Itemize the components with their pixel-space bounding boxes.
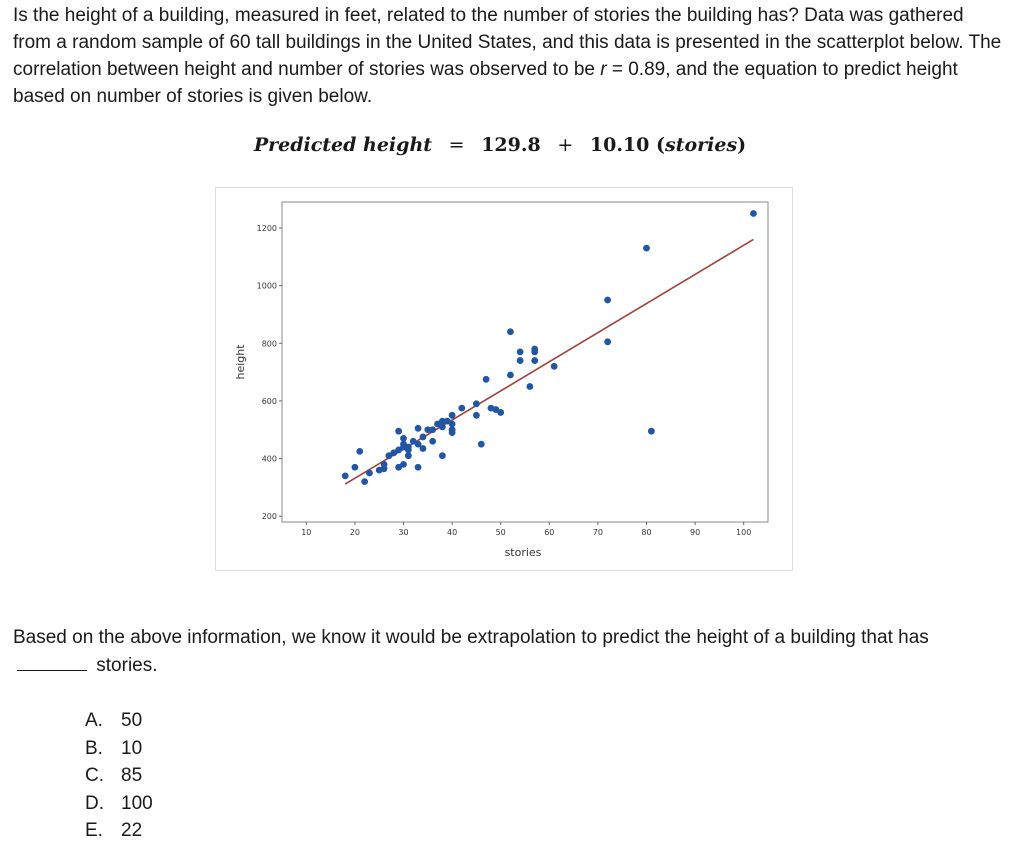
scatterplot-frame — [215, 187, 793, 571]
data-point — [648, 428, 655, 435]
data-point — [507, 328, 514, 335]
answer-options — [85, 707, 153, 845]
data-point — [507, 372, 514, 379]
data-point — [429, 426, 436, 433]
data-point — [531, 357, 538, 364]
x-tick-label: 40 — [447, 528, 458, 537]
data-point — [415, 464, 422, 471]
question-text — [13, 624, 1003, 680]
option-a[interactable] — [85, 707, 153, 735]
y-tick-label: 200 — [261, 512, 277, 522]
option-a-letter: A. — [85, 710, 103, 731]
option-d-letter: D. — [85, 792, 104, 814]
data-point — [400, 435, 407, 442]
option-b-value: 10 — [121, 737, 143, 759]
intro-paragraph — [13, 2, 1003, 110]
data-point — [604, 338, 611, 345]
data-point — [458, 405, 465, 412]
intro-text-part1: Is the height of a building, measured in feet, related to the number of stories the building has? Data was gathered from a random sample of 60 tall buildings in the United States, and this data is presented in the scatterplot below. The correlation between height and number of stories was observed to be — [13, 5, 1002, 80]
x-tick-label: 80 — [641, 528, 652, 537]
data-point — [497, 409, 504, 416]
data-point — [526, 383, 533, 390]
r-symbol: r — [600, 59, 607, 80]
data-point — [483, 376, 490, 383]
data-point — [395, 428, 402, 435]
data-point — [352, 464, 359, 471]
option-b-letter: B. — [85, 737, 103, 759]
answer-blank — [17, 652, 87, 671]
plot-area-border — [282, 202, 768, 522]
data-point — [473, 412, 480, 419]
data-point — [604, 297, 611, 304]
data-point — [551, 363, 558, 370]
data-point — [473, 400, 480, 407]
x-tick-label: 30 — [398, 528, 409, 537]
option-e[interactable] — [85, 817, 153, 845]
data-point — [449, 412, 456, 419]
y-axis-title: height — [234, 344, 247, 380]
option-e-value: 22 — [121, 820, 143, 841]
y-tick-label: 800 — [261, 339, 277, 349]
data-point — [531, 349, 538, 356]
option-a-value: 50 — [121, 710, 143, 731]
equation-close-paren: ) — [737, 134, 747, 156]
intro-text-part2: = 0.89, and the equation to predict height based on number of stories is given below. — [13, 59, 958, 107]
option-c-letter: C. — [85, 765, 104, 786]
data-point — [420, 445, 427, 452]
y-tick-label: 1000 — [256, 281, 277, 291]
option-d-value: 100 — [121, 792, 153, 814]
equation-intercept: 129.8 — [481, 134, 541, 156]
option-e-letter: E. — [85, 820, 103, 841]
data-point — [449, 426, 456, 433]
data-point — [517, 357, 524, 364]
data-point — [381, 461, 388, 468]
regression-equation — [0, 134, 1000, 156]
y-tick-label: 600 — [261, 396, 277, 406]
y-tick-label: 400 — [261, 454, 277, 464]
data-point — [429, 438, 436, 445]
x-axis-title: stories — [504, 546, 542, 559]
equation-plus: + — [557, 134, 574, 156]
data-point — [439, 452, 446, 459]
data-point — [356, 448, 363, 455]
equation-variable: stories — [665, 134, 738, 156]
question-part1: Based on the above information, we know it would be extrapolation to predict the height of a building that has — [13, 627, 929, 648]
data-point — [405, 444, 412, 451]
data-point — [750, 210, 757, 217]
option-c-value: 85 — [121, 765, 143, 786]
data-point — [420, 434, 427, 441]
x-tick-label: 100 — [736, 528, 752, 537]
data-point — [366, 470, 373, 477]
equation-slope: 10.10 — [589, 134, 650, 156]
scatterplot — [216, 188, 794, 572]
question-part2: stories. — [96, 655, 158, 676]
equation-lhs: Predicted height — [253, 134, 433, 156]
equation-open-paren: ( — [656, 134, 665, 156]
option-c[interactable] — [85, 762, 153, 790]
scatterplot-content — [234, 202, 768, 559]
data-point — [361, 478, 368, 485]
data-point — [643, 245, 650, 252]
data-point — [400, 461, 407, 468]
y-tick-label: 1200 — [256, 223, 277, 233]
data-point — [478, 441, 485, 448]
option-b[interactable] — [85, 735, 153, 763]
x-tick-label: 50 — [495, 528, 506, 537]
equation-equals: = — [448, 134, 465, 156]
option-d[interactable] — [85, 790, 153, 818]
x-tick-label: 90 — [690, 528, 701, 537]
data-point — [342, 472, 349, 479]
data-point — [517, 349, 524, 356]
x-tick-label: 60 — [544, 528, 555, 537]
data-point — [439, 423, 446, 430]
x-tick-label: 70 — [592, 528, 603, 537]
data-point — [415, 425, 422, 432]
x-tick-label: 10 — [301, 528, 312, 537]
x-tick-label: 20 — [349, 528, 360, 537]
